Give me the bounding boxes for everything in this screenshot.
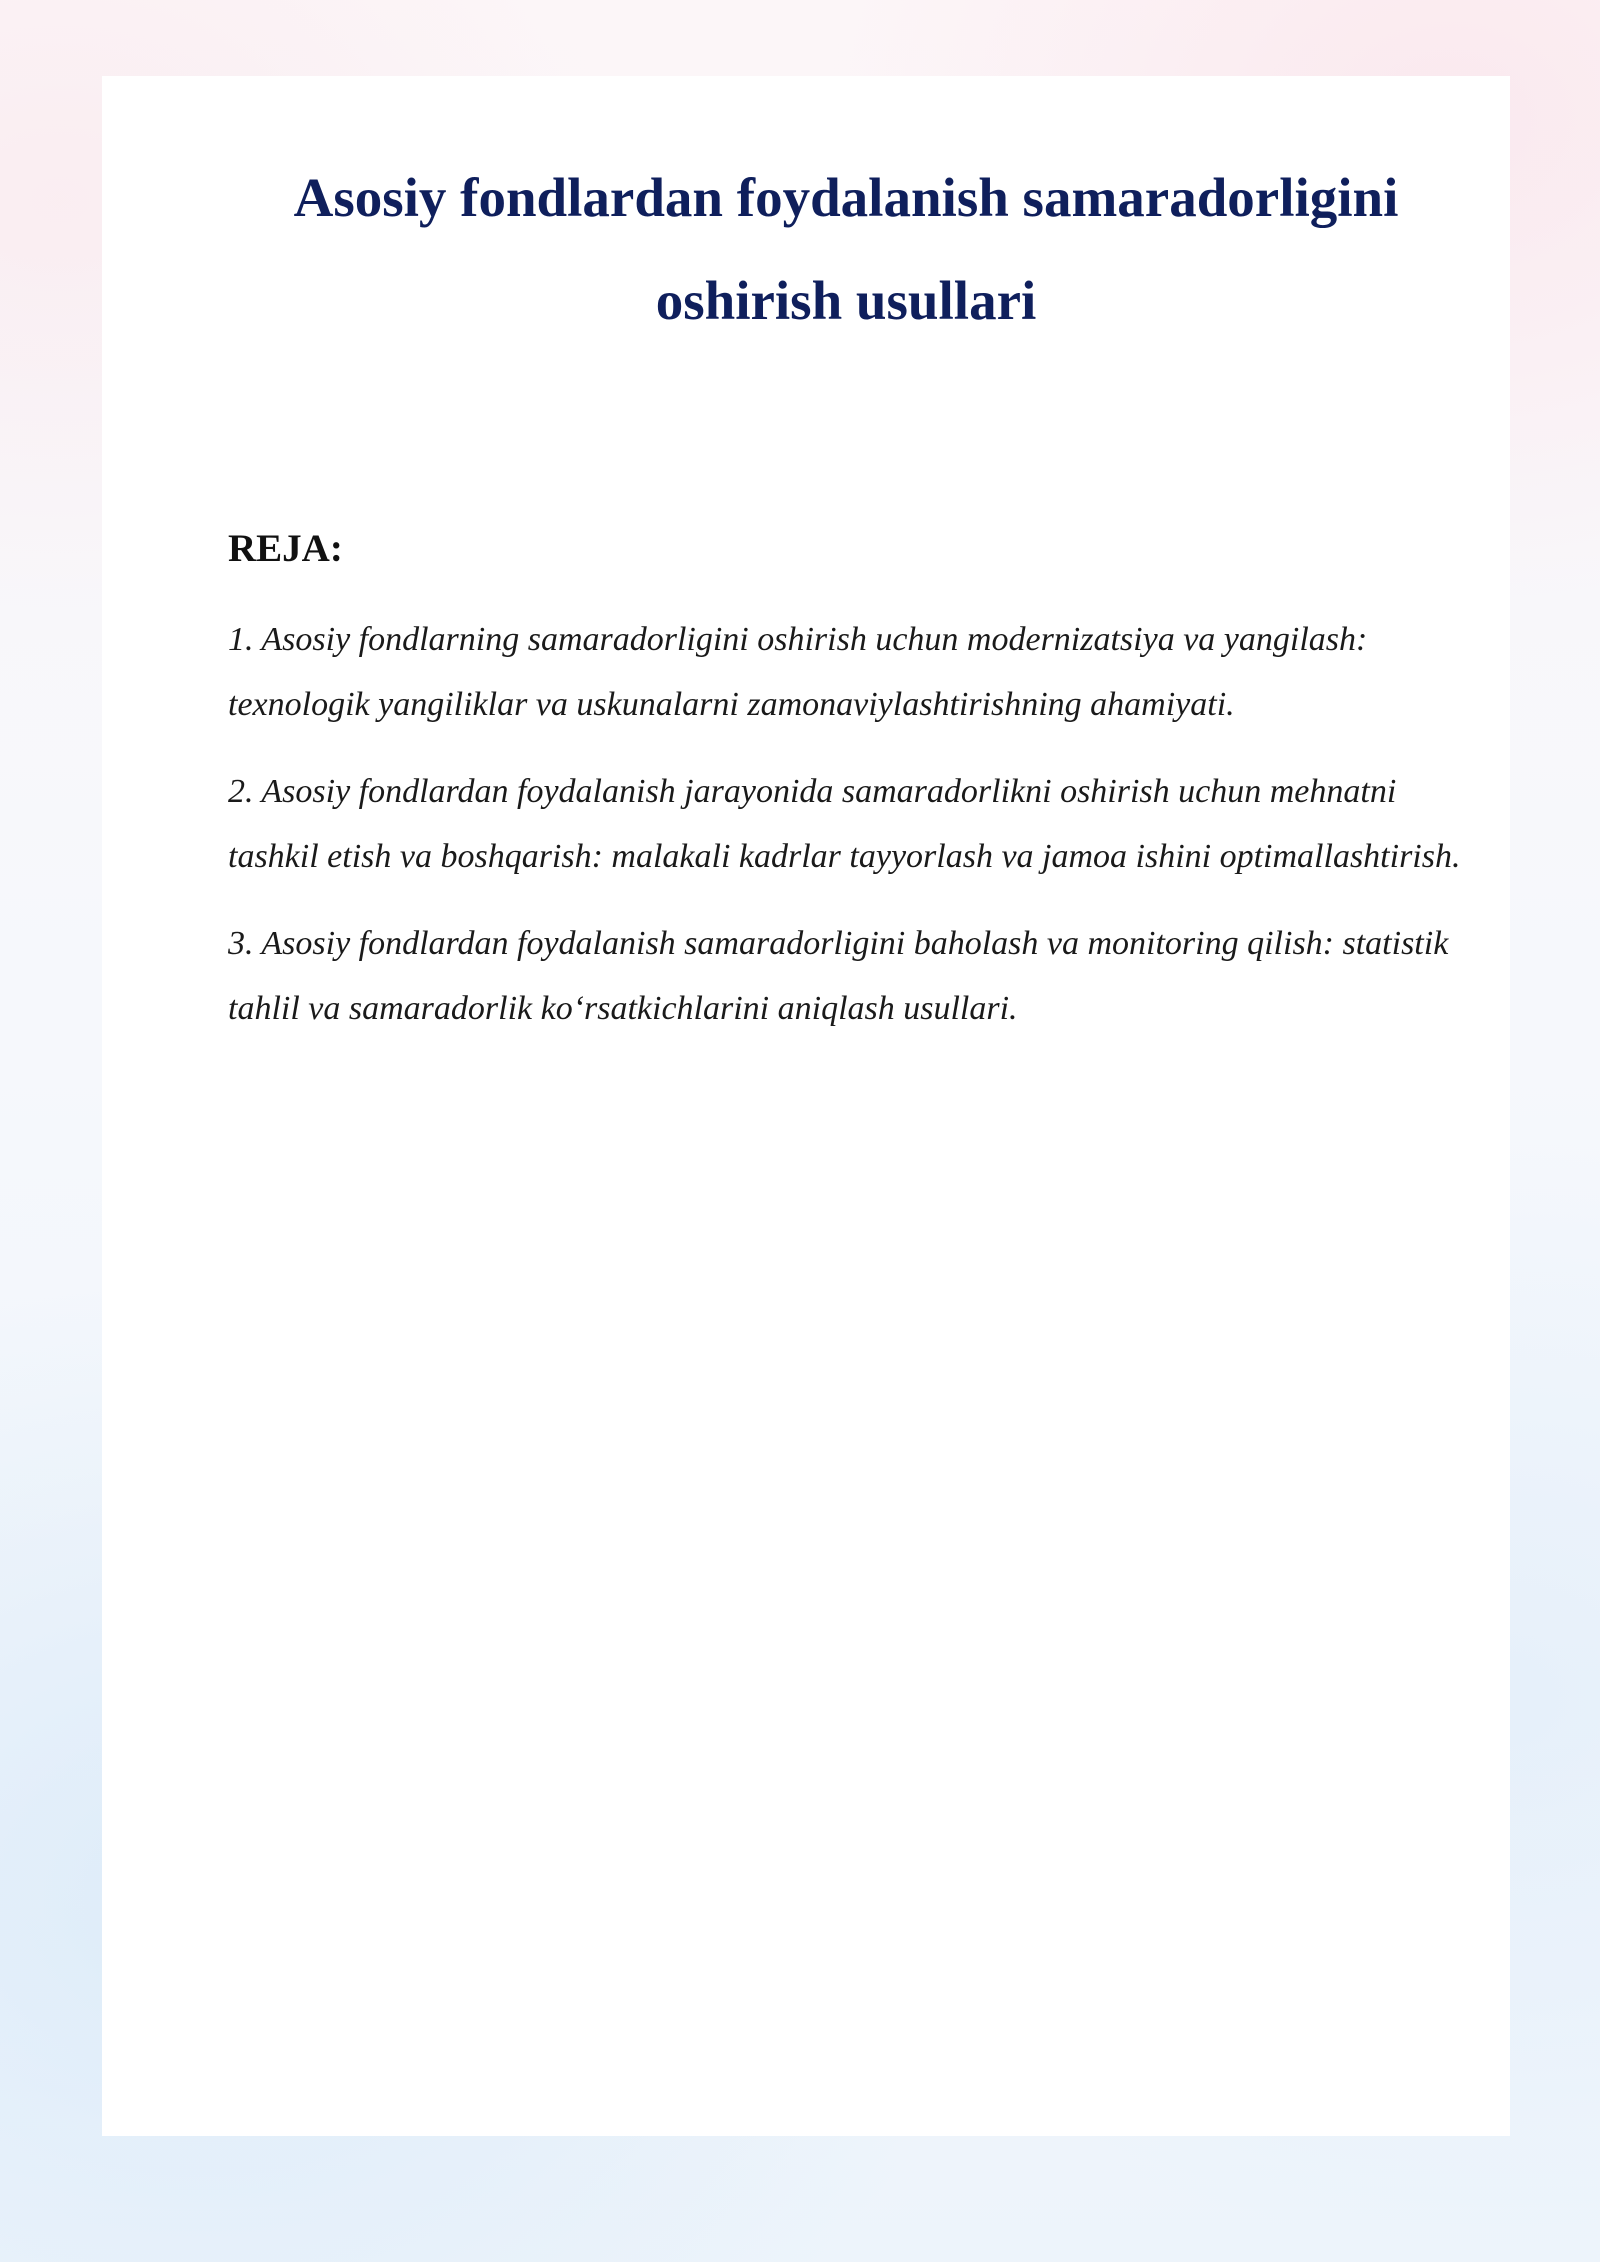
title-line-2: oshirish usullari xyxy=(655,270,1037,331)
plan-section xyxy=(228,526,1470,1063)
plan-heading: REJA: xyxy=(228,527,343,570)
plan-item-2: 2. Asosiy fondlardan foydalanish jarayonida samaradorlikni oshirish uchun mehnatni tashkil etish va boshqarish: malakali kadrlar tayyorlash va jamoa ishini optimallashtirish. xyxy=(228,772,1461,875)
plan-item-3: 3. Asosiy fondlardan foydalanish samaradorligini baholash va monitoring qilish: statistik tahlil va samaradorlik ko‘rsatkichlarini aniqlash usullari. xyxy=(228,924,1449,1027)
document-title xyxy=(102,146,1510,352)
title-line-1: Asosiy fondlardan foydalanish samaradorligini xyxy=(293,167,1399,228)
document-page xyxy=(102,76,1510,2136)
plan-item-1: 1. Asosiy fondlarning samaradorligini oshirish uchun modernizatsiya va yangilash: texnologik yangiliklar va uskunalarni zamonaviylashtirishning ahamiyati. xyxy=(228,620,1368,723)
